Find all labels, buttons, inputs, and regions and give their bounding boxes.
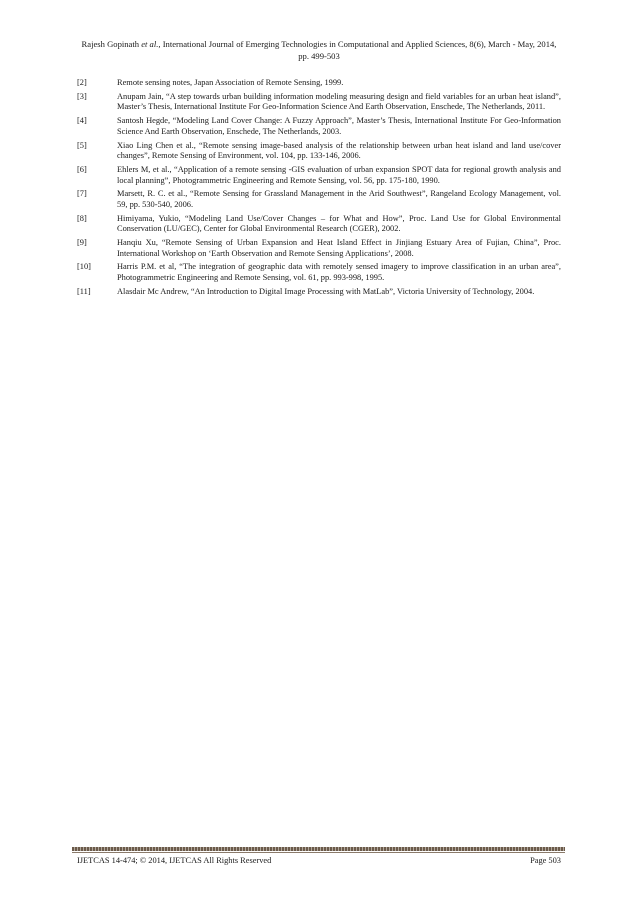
reference-text: Xiao Ling Chen et al., “Remote sensing image-based analysis of the relationship between urban heat island and land use/cover changes”, Remote Sensing of Environment, vol. 104, pp. 133-146, 2006.	[117, 140, 561, 161]
reference-item	[77, 78, 561, 89]
footer-copyright: IJETCAS 14-474; © 2014, IJETCAS All Rights Reserved	[77, 856, 272, 865]
reference-text: Marsett, R. C. et al., “Remote Sensing for Grassland Management in the Arid Southwest”, Rangeland Ecology Management, vol. 59, pp. 530-540, 2006.	[117, 189, 561, 209]
header-author: Rajesh Gopinath	[81, 39, 140, 49]
page-footer	[77, 855, 561, 866]
reference-item	[77, 214, 561, 235]
reference-number: [6]	[77, 164, 87, 174]
reference-number: [11]	[77, 286, 91, 296]
reference-text: Hanqiu Xu, “Remote Sensing of Urban Expansion and Heat Island Effect in Jinjiang Estuary Area of Fujian, China”, Proc. International Workshop on ‘Earth Observation and Remote Sensing Applications’, 2008.	[117, 238, 561, 258]
reference-item	[77, 189, 561, 210]
reference-item	[77, 92, 561, 113]
reference-text: Ehlers M, et al., “Application of a remote sensing -GIS evaluation of urban expansion SPOT data for regional growth analysis and local planning”, Photogrammetric Engineering and Remote Sensing, vol. 56, pp. 175-180, 1990.	[117, 164, 561, 185]
reference-item	[77, 116, 561, 137]
header-pages: pp. 499-503	[298, 50, 340, 61]
reference-number: [9]	[77, 238, 87, 248]
reference-text: Anupam Jain, “A step towards urban building information modeling measuring design and field variables for an urban heat island”, Master’s Thesis, International Institute For Geo-Information Science And Earth Observation, Enschede, The Netherlands, 2011.	[117, 91, 561, 112]
reference-number: [2]	[77, 78, 87, 87]
reference-item	[77, 141, 561, 162]
reference-number: [7]	[77, 189, 87, 199]
reference-number: [4]	[77, 116, 87, 126]
reference-number: [5]	[77, 140, 87, 150]
reference-text: Harris P.M. et al, “The integration of geographic data with remotely sensed imagery to improve classification in an urban area”, Photogrammetric Engineering and Remote Sensing, vol. 61, pp. 993-998, 1995.	[117, 262, 561, 282]
reference-item	[77, 287, 561, 298]
header-journal: International Journal of Emerging Technologies in Computational and Applied Sciences, 8(6), March - May, 2014,	[160, 39, 557, 49]
reference-number: [10]	[77, 262, 91, 272]
reference-number: [8]	[77, 213, 87, 223]
reference-item	[77, 238, 561, 259]
reference-text: Santosh Hegde, “Modeling Land Cover Change: A Fuzzy Approach”, Master’s Thesis, International Institute For Geo-Information Science And Earth Observation, Enschede, The Netherlands, 2003.	[117, 116, 561, 136]
header-author-suffix: et al.,	[139, 39, 161, 49]
reference-number: [3]	[77, 91, 87, 101]
page-number: Page 503	[530, 856, 561, 865]
reference-text: Remote sensing notes, Japan Association of Remote Sensing, 1999.	[117, 78, 344, 87]
reference-list	[77, 78, 561, 301]
footer-divider	[72, 847, 565, 851]
running-header	[60, 39, 578, 62]
reference-text: Alasdair Mc Andrew, “An Introduction to Digital Image Processing with MatLab”, Victoria University of Technology, 2004.	[117, 286, 535, 296]
reference-text: Himiyama, Yukio, “Modeling Land Use/Cover Changes – for What and How”, Proc. Land Use for Global Environmental Conservation (LU/GEC), Center for Global Environmental Research (CGER), 2002.	[117, 213, 561, 234]
reference-item	[77, 165, 561, 186]
reference-item	[77, 262, 561, 283]
